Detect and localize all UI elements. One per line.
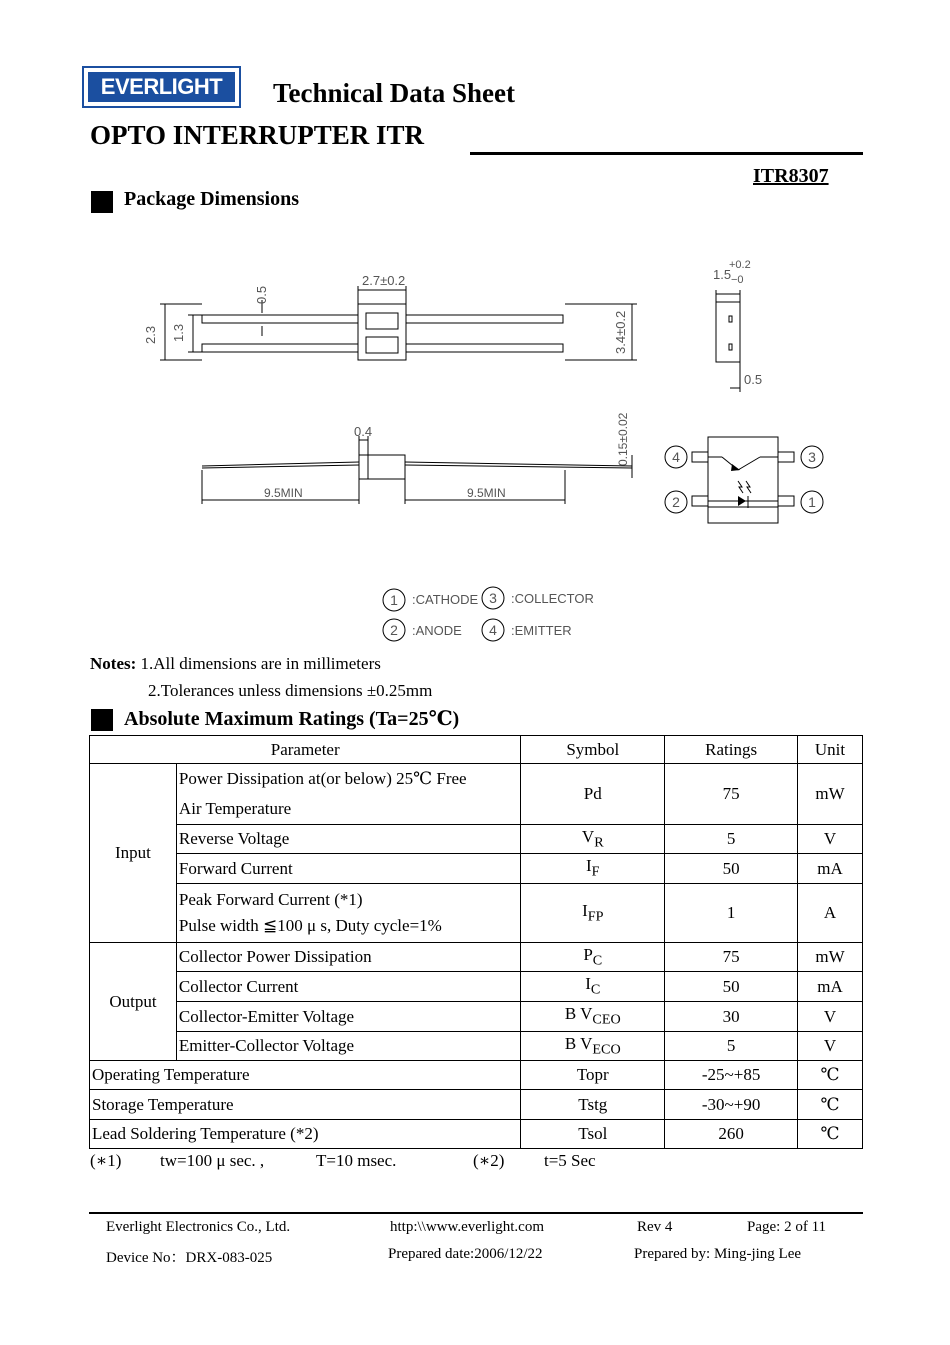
table-row: Reverse Voltage $V_R$ 5 V bbox=[90, 825, 863, 854]
table-row: Input Power Dissipation at(or below) 25℃ Free Air Temperature Pd 75 mW bbox=[90, 764, 863, 825]
svg-text:2: 2 bbox=[390, 622, 398, 638]
dim-lead-tol: 0.15±0.02 bbox=[616, 412, 630, 466]
pin-label-anode: :ANODE bbox=[412, 623, 462, 638]
footnote1-mark: (∗1) bbox=[90, 1151, 122, 1170]
dim-lead-right: 9.5MIN bbox=[467, 486, 506, 500]
product-line: OPTO INTERRUPTER ITR bbox=[90, 120, 425, 150]
dim-body-height: 3.4±0.2 bbox=[613, 310, 628, 354]
group-output: Output bbox=[90, 943, 177, 1061]
dim-lead-thick: 0.4 bbox=[354, 424, 373, 439]
footer-page: Page: 2 of 11 bbox=[747, 1219, 827, 1235]
section-bullet bbox=[91, 709, 113, 731]
ratings-table bbox=[89, 735, 863, 1149]
dim-width-top: 2.7±0.2 bbox=[362, 273, 406, 288]
footer-prepared-by: Prepared by: Ming-jing Lee bbox=[634, 1246, 802, 1262]
table-header-row bbox=[90, 736, 863, 764]
table-row: Lead Soldering Temperature (*2) Tsol 260 ℃ bbox=[90, 1120, 863, 1149]
pin-label-emitter: :EMITTER bbox=[511, 623, 572, 638]
table-row: Collector-Emitter Voltage B $V_{CEO}$ 30 V bbox=[90, 1002, 863, 1032]
table-row: Storage Temperature Tstg -30~+90 ℃ bbox=[90, 1090, 863, 1120]
pin-label-collector: :COLLECTOR bbox=[511, 591, 594, 606]
footer-url[interactable]: http:\\www.everlight.com bbox=[390, 1219, 544, 1235]
dim-side-bottom: 0.5 bbox=[744, 372, 763, 387]
dim-side-tol-minus: −0 bbox=[731, 274, 744, 286]
header-symbol: Symbol bbox=[521, 736, 665, 764]
package-dimension-drawing bbox=[0, 0, 950, 660]
table-row: Emitter-Collector Voltage B $V_{ECO}$ 5 V bbox=[90, 1032, 863, 1061]
footnote1-b: T=10 msec. bbox=[316, 1151, 397, 1170]
notes-1: 1.All dimensions are in millimeters bbox=[140, 654, 381, 673]
footer-rule bbox=[89, 1212, 863, 1214]
dim-height-lead: 1.3 bbox=[171, 323, 186, 342]
doc-title: Technical Data Sheet bbox=[273, 78, 515, 108]
dim-side-width: 1.5 bbox=[713, 267, 732, 282]
svg-text:1: 1 bbox=[390, 592, 398, 608]
ratings-section-title: Absolute Maximum Ratings (Ta=25℃) bbox=[124, 708, 460, 730]
dim-side-tol-plus: +0.2 bbox=[729, 259, 751, 271]
header-unit: Unit bbox=[798, 736, 863, 764]
notes-2: 2.Tolerances unless dimensions ±0.25mm bbox=[148, 681, 433, 700]
footnote1-a: tw=100 μ sec. , bbox=[160, 1151, 265, 1170]
footer-rev: Rev 4 bbox=[637, 1219, 673, 1235]
svg-text:3: 3 bbox=[808, 449, 816, 465]
part-number: ITR8307 bbox=[753, 165, 829, 187]
svg-text:3: 3 bbox=[489, 590, 497, 606]
table-row: Operating Temperature Topr -25~+85 ℃ bbox=[90, 1061, 863, 1090]
footer-prepared-date: Prepared date:2006/12/22 bbox=[388, 1246, 543, 1262]
table-row: Output Collector Power Dissipation $P_C$ 75 mW bbox=[90, 943, 863, 972]
dim-height-total: 2.3 bbox=[143, 325, 158, 344]
pin-label-cathode: :CATHODE bbox=[412, 592, 479, 607]
notes-line1 bbox=[90, 654, 381, 674]
footnote2-mark: (∗2) bbox=[473, 1151, 505, 1170]
svg-text:4: 4 bbox=[489, 622, 497, 638]
group-input: Input bbox=[90, 764, 177, 943]
dim-lead-gap: 0.5 bbox=[254, 285, 269, 304]
header-parameter: Parameter bbox=[90, 736, 521, 764]
dim-lead-left: 9.5MIN bbox=[264, 486, 303, 500]
svg-text:2: 2 bbox=[672, 494, 680, 510]
svg-text:1: 1 bbox=[808, 494, 816, 510]
footnote2: t=5 Sec bbox=[544, 1151, 596, 1170]
table-row: Collector Current $I_C$ 50 mA bbox=[90, 972, 863, 1002]
footer-company: Everlight Electronics Co., Ltd. bbox=[106, 1219, 291, 1235]
top-view-body bbox=[358, 304, 406, 360]
header-ratings: Ratings bbox=[665, 736, 798, 764]
table-row: Forward Current $I_F$ 50 mA bbox=[90, 854, 863, 884]
table-row: Peak Forward Current (*1) Pulse width ≦100 μ s, Duty cycle=1% $I_{FP}$ 1 A bbox=[90, 884, 863, 943]
svg-text:4: 4 bbox=[672, 449, 680, 465]
logo-text: EVERLIGHT bbox=[88, 72, 235, 102]
notes-label: Notes: bbox=[90, 654, 137, 673]
package-section-title: Package Dimensions bbox=[124, 188, 299, 210]
footer-device: Device No：DRX-083-025 bbox=[106, 1250, 273, 1266]
